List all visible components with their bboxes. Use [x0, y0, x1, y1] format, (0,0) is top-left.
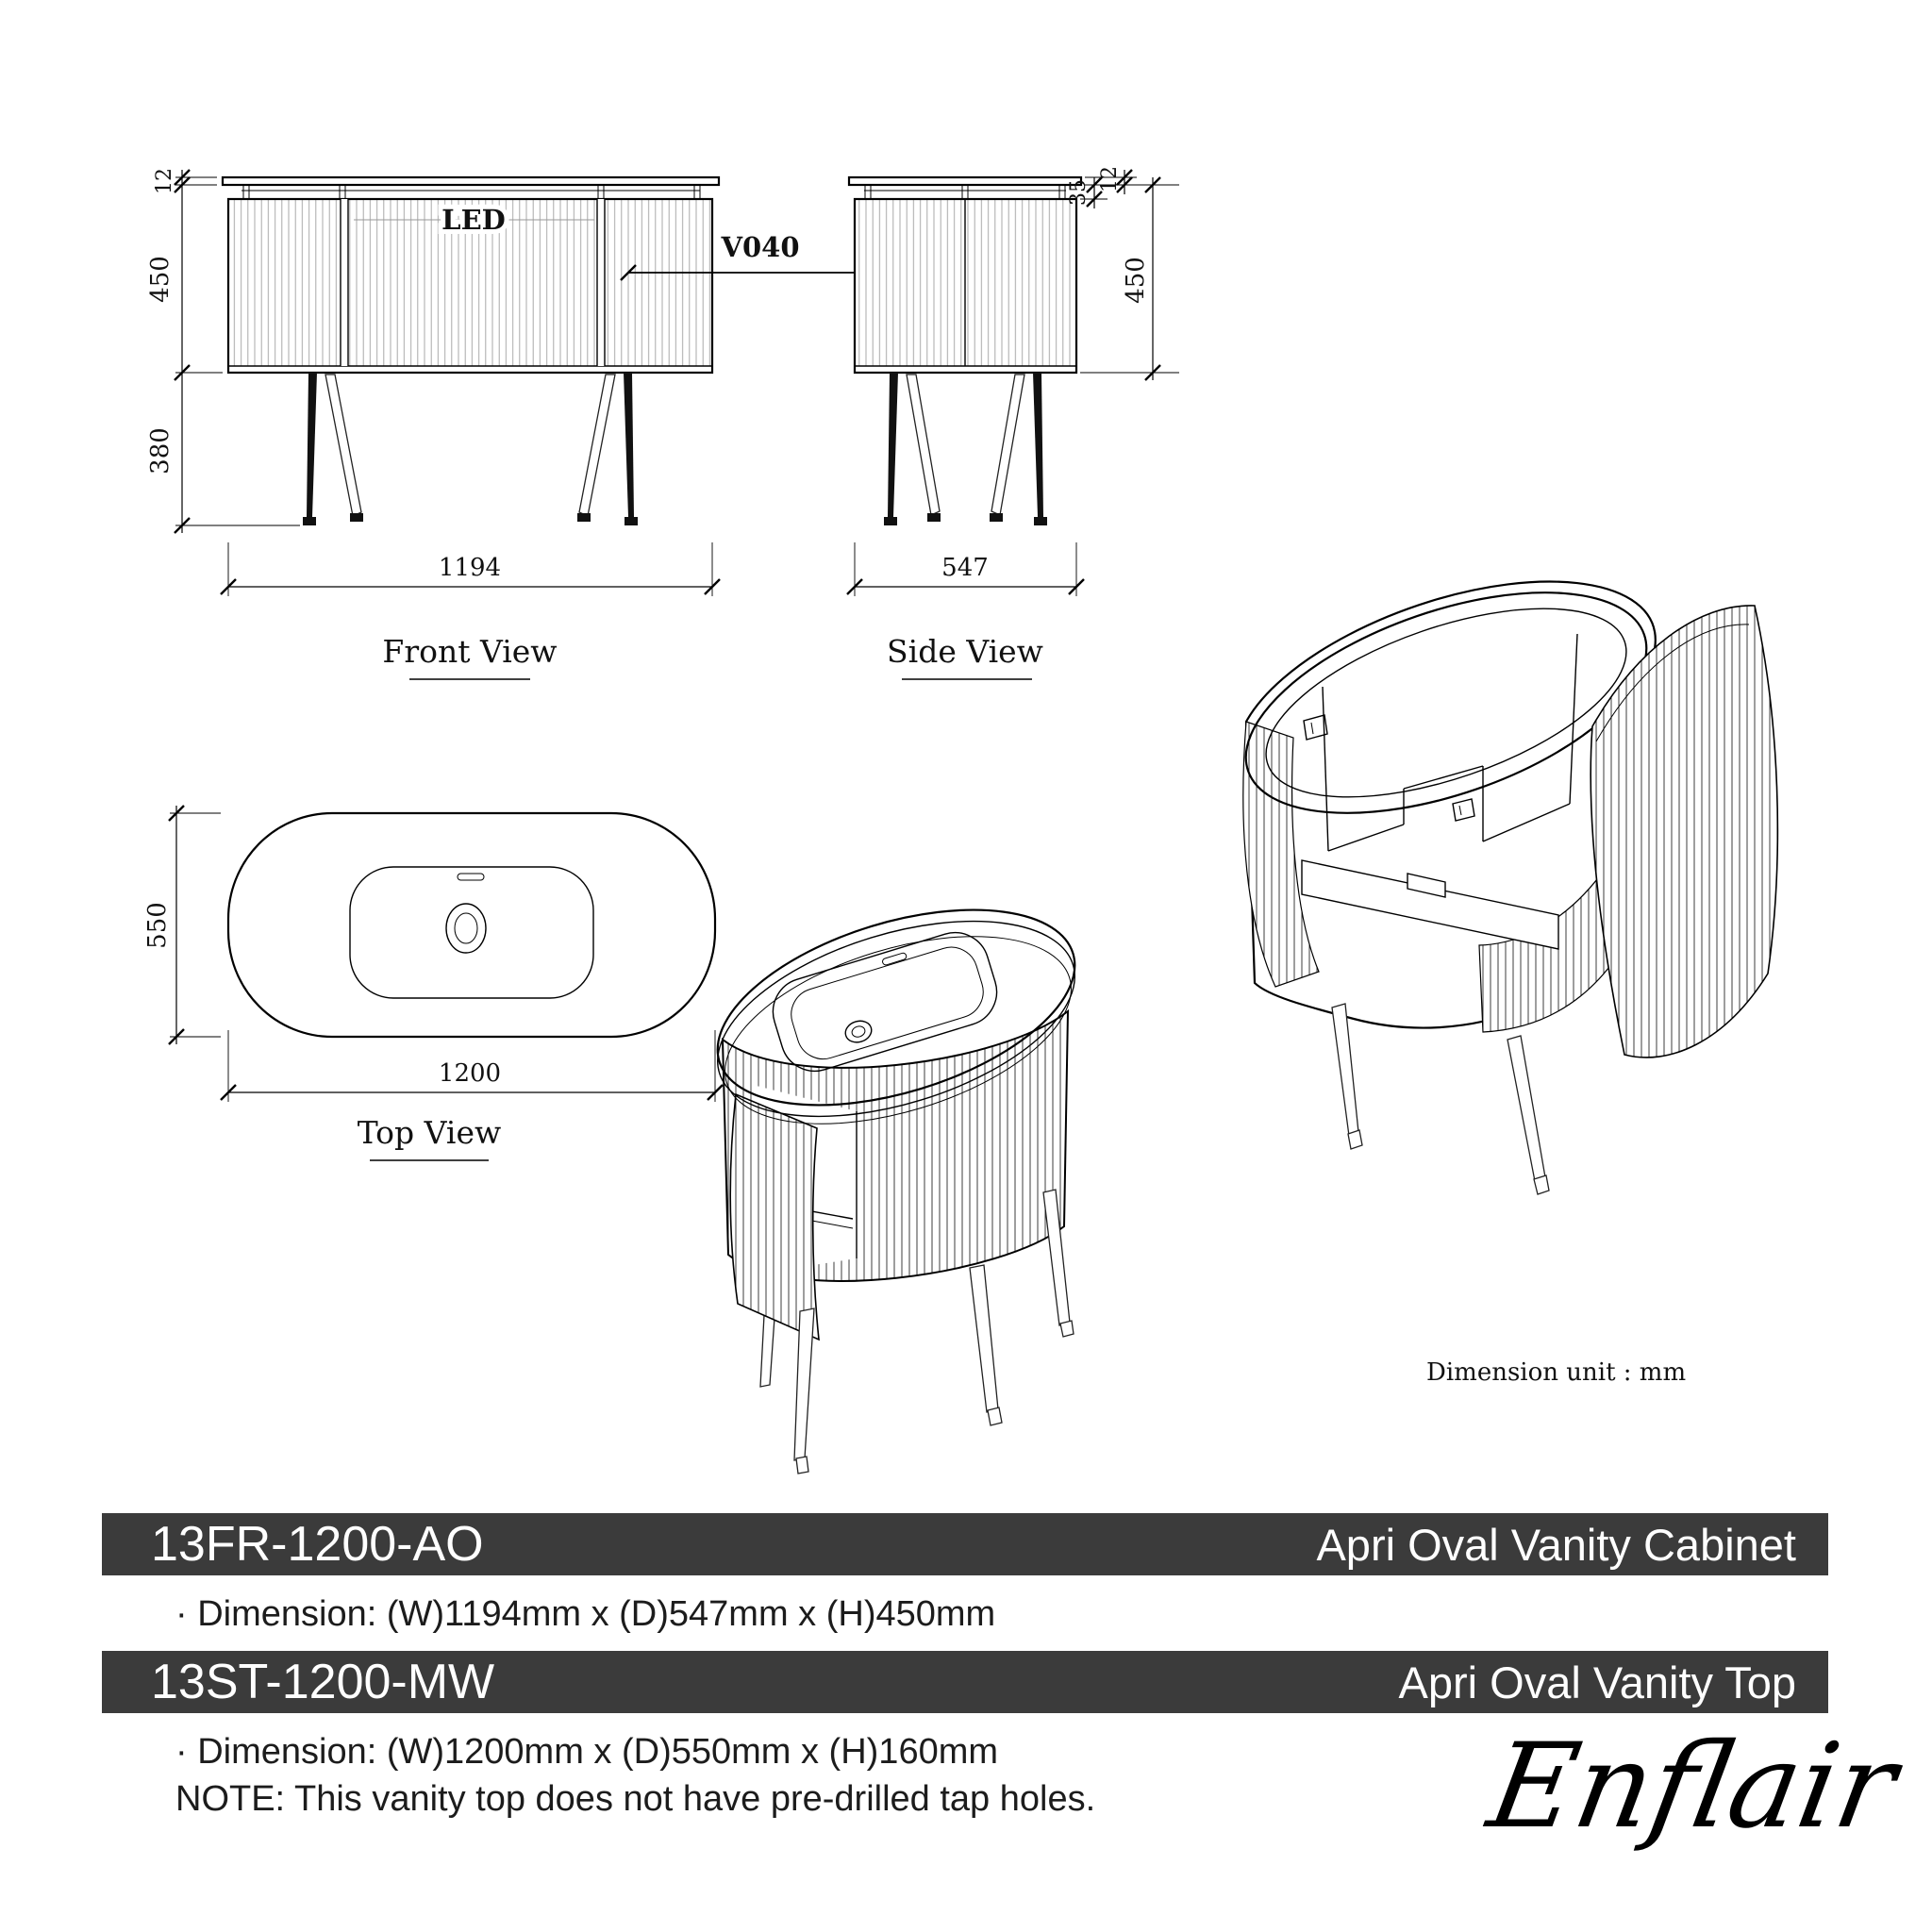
iso-carcass-drawing	[1219, 548, 1778, 1194]
carcass-leg-2	[1507, 1036, 1545, 1181]
product-name-top: Apri Oval Vanity Top	[1398, 1657, 1796, 1707]
front-view-label: Front View	[382, 633, 558, 670]
dimension-unit-note: Dimension unit : mm	[1426, 1358, 1687, 1387]
product-dimension-cabinet: · Dimension: (W)1194mm x (D)547mm x (H)450mm	[175, 1594, 996, 1634]
side-view-drawing	[847, 166, 1179, 679]
product-code-cabinet: 13FR-1200-AO	[151, 1517, 484, 1572]
top-basin-outline	[350, 867, 593, 998]
vanity-open-door	[730, 1094, 819, 1340]
product-bar-cabinet	[102, 1513, 1828, 1575]
side-countertop	[849, 177, 1081, 185]
top-view-label: Top View	[357, 1114, 502, 1151]
hinge-plate-2	[1453, 799, 1474, 821]
front-leg-back-right	[579, 375, 615, 516]
front-leg-left	[307, 373, 317, 517]
dim-side-12: 12	[1098, 166, 1122, 192]
led-label: LED	[441, 204, 506, 236]
side-leg-right	[1033, 373, 1043, 517]
product-bar-top	[102, 1651, 1828, 1713]
top-view-drawing	[143, 806, 723, 1160]
drain-inner	[455, 913, 477, 943]
dim-front-12: 12	[153, 168, 176, 194]
vanity-drain-inner	[851, 1024, 867, 1039]
product-code-top: 13ST-1200-MW	[151, 1655, 495, 1709]
dim-top-1200: 1200	[438, 1059, 502, 1088]
vanity-drain-outer	[842, 1018, 874, 1045]
vanity-leg-back-right	[1043, 1190, 1070, 1325]
product-dimension-top: · Dimension: (W)1200mm x (D)550mm x (H)160mm	[175, 1732, 999, 1772]
product-note-top: NOTE: This vanity top does not have pre-drilled tap holes.	[175, 1779, 1096, 1819]
dim-side-450: 450	[1122, 257, 1150, 304]
side-view-label: Side View	[887, 633, 1043, 670]
dim-side-547: 547	[941, 554, 989, 582]
basin-ref-label: V040	[721, 231, 800, 263]
dim-side-35: 35	[1067, 179, 1091, 206]
dim-top-550: 550	[143, 902, 172, 949]
product-name-cabinet: Apri Oval Vanity Cabinet	[1316, 1519, 1796, 1570]
drain-outer	[446, 904, 486, 953]
vanity-leg-front-left	[794, 1308, 814, 1460]
front-view-drawing	[146, 168, 720, 679]
dim-front-450: 450	[146, 256, 175, 303]
carcass-leg-1	[1332, 1004, 1358, 1136]
side-leg-left	[888, 373, 898, 517]
front-leg-back-left	[325, 375, 361, 516]
front-leg-right	[624, 373, 634, 517]
vanity-leg-front-right	[970, 1265, 998, 1412]
carcass-rim-inner	[1243, 570, 1649, 836]
dim-front-1194: 1194	[438, 554, 502, 582]
overflow-slot	[458, 874, 484, 880]
brand-logo: Enflair	[1479, 1719, 1906, 1855]
iso-assembled-drawing	[694, 873, 1097, 1474]
top-oval-outline	[228, 813, 715, 1037]
dim-front-380: 380	[146, 427, 175, 475]
carcass-detached-door	[1591, 606, 1777, 1058]
side-leg-back-right	[991, 375, 1024, 515]
front-countertop	[223, 177, 719, 185]
side-leg-back-left	[907, 375, 940, 515]
